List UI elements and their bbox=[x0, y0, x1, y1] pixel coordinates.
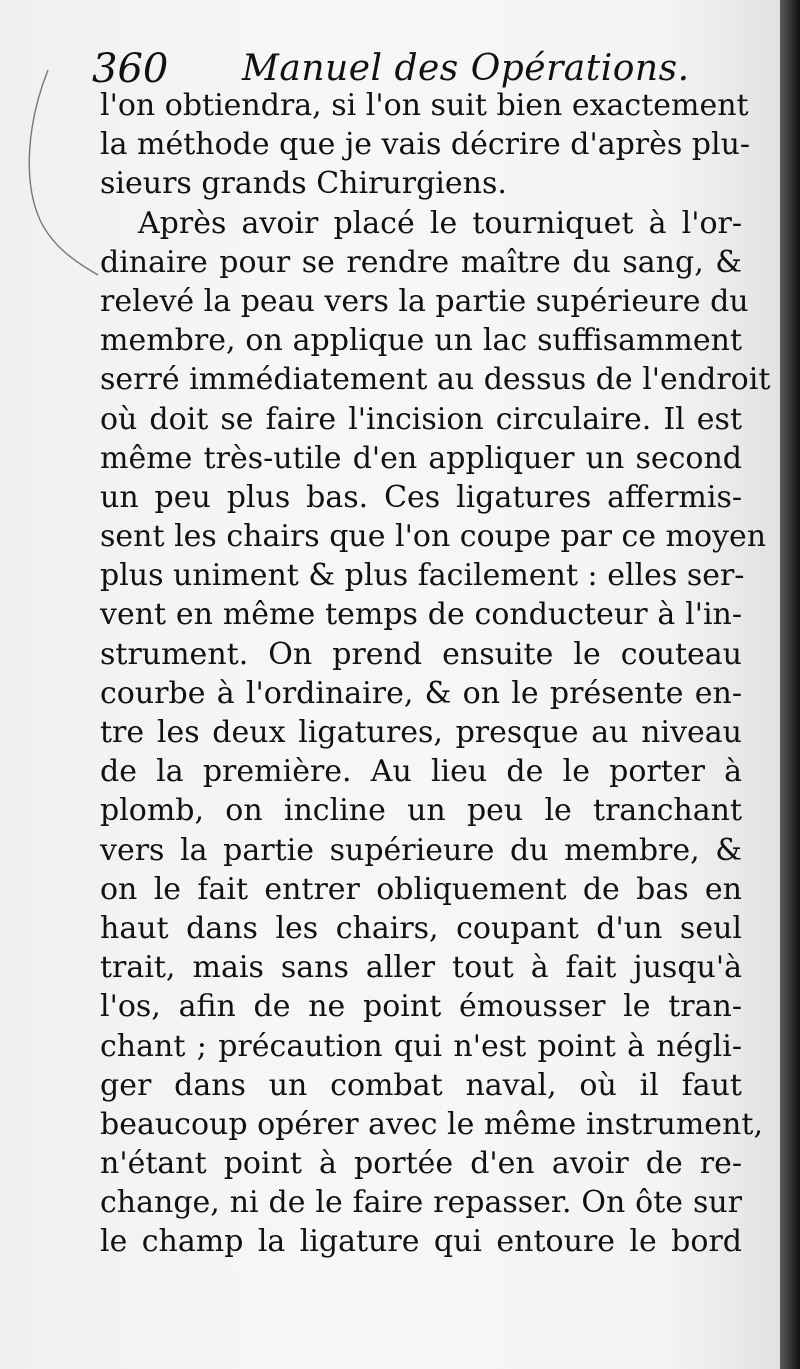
text-line: n'étant point à portée d'en avoir de re- bbox=[100, 1146, 742, 1182]
text-line: l'on obtiendra, si l'on suit bien exactement bbox=[100, 88, 749, 123]
text-line: change, ni de le faire repasser. On ôte sur bbox=[100, 1185, 742, 1221]
text-line: où doit se faire l'incision circulaire. Il est bbox=[100, 401, 742, 437]
text-line: vent en même temps de conducteur à l'in- bbox=[100, 597, 742, 633]
text-line: Après avoir placé le tourniquet à l'or- bbox=[138, 205, 742, 241]
text-line: trait, mais sans aller tout à fait jusqu'à bbox=[100, 950, 742, 986]
text-line: chant ; précaution qui n'est point à négli- bbox=[100, 1028, 742, 1064]
text-line: courbe à l'ordinaire, & on le présente en- bbox=[100, 675, 742, 711]
text-line: tre les deux ligatures, presque au niveau bbox=[100, 715, 742, 750]
text-line: de la première. Au lieu de le porter à bbox=[100, 754, 742, 790]
text-line: même très-utile d'en appliquer un second bbox=[100, 440, 742, 476]
text-line: dinaire pour se rendre maître du sang, & bbox=[100, 244, 742, 280]
text-line: beaucoup opérer avec le même instrument, bbox=[100, 1106, 763, 1142]
text-line: plus uniment & plus facilement : elles ser- bbox=[100, 558, 745, 594]
text-line: la méthode que je vais décrire d'après plu- bbox=[100, 127, 751, 163]
text-line: sent les chairs que l'on coupe par ce moyen bbox=[100, 519, 767, 555]
text-line: sieurs grands Chirurgiens. bbox=[100, 166, 507, 202]
margin-pencil-mark bbox=[20, 60, 100, 280]
text-line: ger dans un combat naval, où il faut bbox=[100, 1067, 742, 1103]
text-line: vers la partie supérieure du membre, & bbox=[100, 832, 742, 868]
text-line: serré immédiatement au dessus de l'endroit bbox=[100, 362, 771, 398]
text-line: relevé la peau vers la partie supérieure du bbox=[100, 283, 749, 319]
text-line: l'os, afin de ne point émousser le tran- bbox=[100, 989, 742, 1025]
text-line: on le fait entrer obliquement de bas en bbox=[100, 871, 742, 907]
page-number: 360 bbox=[92, 46, 169, 92]
book-spine-shadow bbox=[780, 0, 800, 1369]
text-line: haut dans les chairs, coupant d'un seul bbox=[100, 910, 742, 946]
text-line: membre, on applique un lac suffisamment bbox=[100, 323, 742, 359]
text-line: plomb, on incline un peu le tranchant bbox=[100, 793, 742, 829]
text-line: strument. On prend ensuite le couteau bbox=[100, 636, 742, 672]
text-line: un peu plus bas. Ces ligatures affermis- bbox=[100, 479, 742, 515]
body-text bbox=[100, 86, 771, 1262]
text-line: le champ la ligature qui entoure le bord bbox=[100, 1224, 742, 1260]
running-title: Manuel des Opérations. bbox=[242, 48, 690, 89]
